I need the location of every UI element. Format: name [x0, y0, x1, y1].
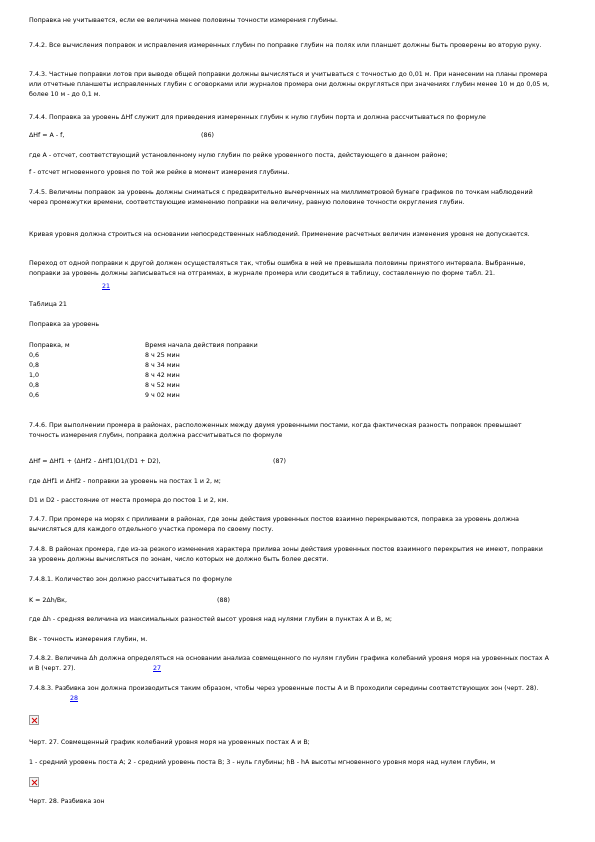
paragraph-7-4-8-2: [29, 654, 551, 674]
table-cell-correction: 0,8: [29, 362, 40, 369]
table-cell-time: 8 ч 52 мин: [145, 382, 180, 389]
paragraph-level-curve: Кривая уровня должна строиться на основании непосредственных наблюдений. Применение расчетных величин изменения уровня не допускается.: [29, 231, 530, 238]
table-cell-correction: 1,0: [29, 372, 40, 379]
paragraph-7-4-6: 7.4.6. При выполнении промера в районах, расположенных между двумя уровенными постами, когда фактическая разность поправок превышает точность измерения глубин, поправка должна рассчитываться по формуле: [29, 422, 522, 439]
table-21: [29, 341, 258, 401]
table-cell-correction: 0,6: [29, 352, 40, 359]
table-cell-correction: 0,8: [29, 382, 40, 389]
table-header-row: [29, 341, 258, 351]
paragraph-7-4-2: 7.4.2. Все вычисления поправок и исправления измеренных глубин по поправке глубин на полях или планшет должны быть проверены во вторую руку.: [29, 42, 542, 49]
table-row: [29, 351, 258, 361]
table-row: [29, 391, 258, 401]
table-row: [29, 371, 258, 381]
paragraph-where-dh: где Δh - средняя величина из максимальных разностей высот уровня над нулями глубин в пунктах A и B, м;: [29, 616, 393, 623]
caption-chart-27: Черт. 27. Совмещенный график колебаний уровня моря на уровенных постах A и B;: [29, 739, 310, 746]
paragraph-7-4-8-3-text: 7.4.8.3. Разбивка зон должна производиться таким образом, чтобы через уровенные посты A и B проходили середины соответствующих зон (черт. 28).: [29, 685, 539, 692]
paragraph-7-4-8: 7.4.8. В районах промера, где из-за резкого изменения характера прилива зоны действия уровенных постов взаимного перекрытия не имеют, поправки за уровень должны вычисляться по зонам, число которых не должно быть более десяти.: [29, 546, 543, 563]
paragraph-transition: [29, 259, 551, 279]
paragraph-correction-not-considered: Поправка не учитывается, если ее величина менее половины точности измерения глубины.: [29, 17, 338, 24]
table-row: [29, 361, 258, 371]
formula-88-text: K = 2Δh/Bк,: [29, 597, 67, 604]
paragraph-where-d: D1 и D2 - расстояние от места промера до постов 1 и 2, км.: [29, 497, 229, 504]
paragraph-7-4-4: 7.4.4. Поправка за уровень ΔHf служит для приведения измеренных глубин к нулю глубин порта и должна рассчитываться по формуле: [29, 114, 486, 121]
table-caption: Поправка за уровень: [29, 321, 100, 328]
formula-86-text: ΔHf = A - f,: [29, 132, 65, 139]
paragraph-7-4-8-1: 7.4.8.1. Количество зон должно рассчитываться по формуле: [29, 576, 232, 583]
paragraph-where-f: f - отсчет мгновенного уровня по той же рейке в момент измерения глубины.: [29, 169, 290, 176]
paragraph-where-bk: Bк - точность измерения глубин, м.: [29, 636, 148, 643]
paragraph-7-4-7: 7.4.7. При промере на морях с приливами в районах, где зоны действия уровенных постов взаимно перекрываются, поправка за уровень должна вычисляться для каждого отдельного участка промера по своему посту.: [29, 516, 520, 533]
paragraph-7-4-8-2-text: 7.4.8.2. Величина Δh должна определяться на основании анализа совмещенного по нулям глубин графика колебаний уровня моря на уровенных постах A и B (черт. 27).: [29, 655, 549, 672]
formula-87-number: (87): [273, 458, 286, 465]
table-cell-time: 9 ч 02 мин: [145, 392, 180, 399]
table-title: Таблица 21: [29, 301, 67, 308]
table-21-link[interactable]: 21: [102, 283, 111, 290]
table-cell-time: 8 ч 25 мин: [145, 352, 180, 359]
paragraph-transition-text: Переход от одной поправки к другой должен осуществляться так, чтобы ошибка в ней не превышала половины принятого интервала. Выбранные, поправки за уровень должны записываться на отграммах, в журнале промера или сводиться в таблицу, составленную по форме табл. 21.: [29, 260, 526, 277]
table-cell-correction: 0,6: [29, 392, 40, 399]
formula-88: [29, 596, 551, 606]
formula-88-number: (88): [217, 597, 230, 604]
formula-87: [29, 457, 551, 467]
paragraph-where-a: где A - отсчет, соответствующий установленному нулю глубин по рейке уровенного поста, действующего в данном районе;: [29, 152, 448, 159]
table-header-start-time: Время начала действия поправки: [145, 342, 258, 349]
table-cell-time: 8 ч 42 мин: [145, 372, 180, 379]
table-header-correction: Поправка, м: [29, 342, 70, 349]
broken-image-icon: [29, 777, 39, 787]
legend-chart-27: 1 - средний уровень поста A; 2 - средний уровень поста B; 3 - нуль глубины; hB - hA высоты мгновенного уровня моря над нулем глубин, м: [29, 759, 496, 766]
broken-image-icon: [29, 715, 39, 725]
paragraph-where-dhf: где ΔHf1 и ΔHf2 - поправки за уровень на постах 1 и 2, м;: [29, 478, 221, 485]
caption-chart-28: Черт. 28. Разбивка зон: [29, 798, 105, 805]
paragraph-7-4-5: 7.4.5. Величины поправок за уровень должны сниматься с предварительно вычерченных на миллиметровой бумаге графиков по точкам наблюдений через промежутки времени, соответствующие изменению поправки на величину, равную половине точности округления глубин.: [29, 189, 533, 206]
chart-28-link[interactable]: 28: [70, 695, 79, 702]
paragraph-7-4-8-3: [29, 684, 551, 694]
table-cell-time: 8 ч 34 мин: [145, 362, 180, 369]
formula-87-text: ΔHf = ΔHf1 + (ΔHf2 - ΔHf1)D1/(D1 + D2),: [29, 458, 161, 465]
formula-86: [29, 131, 551, 141]
paragraph-7-4-3: 7.4.3. Частные поправки лотов при выводе общей поправки должны вычисляться и учитываться с точностью до 0,01 м. При нанесении на планы промера или отчетные планшеты исправленных глубин с оговорками или журналов промера они должны округляться при значениях глубин менее 10 м до 0,05 м, более 10 м - до 0,1 м.: [29, 71, 550, 98]
table-row: [29, 381, 258, 391]
formula-86-number: (86): [201, 132, 214, 139]
chart-27-link[interactable]: 27: [153, 665, 162, 672]
